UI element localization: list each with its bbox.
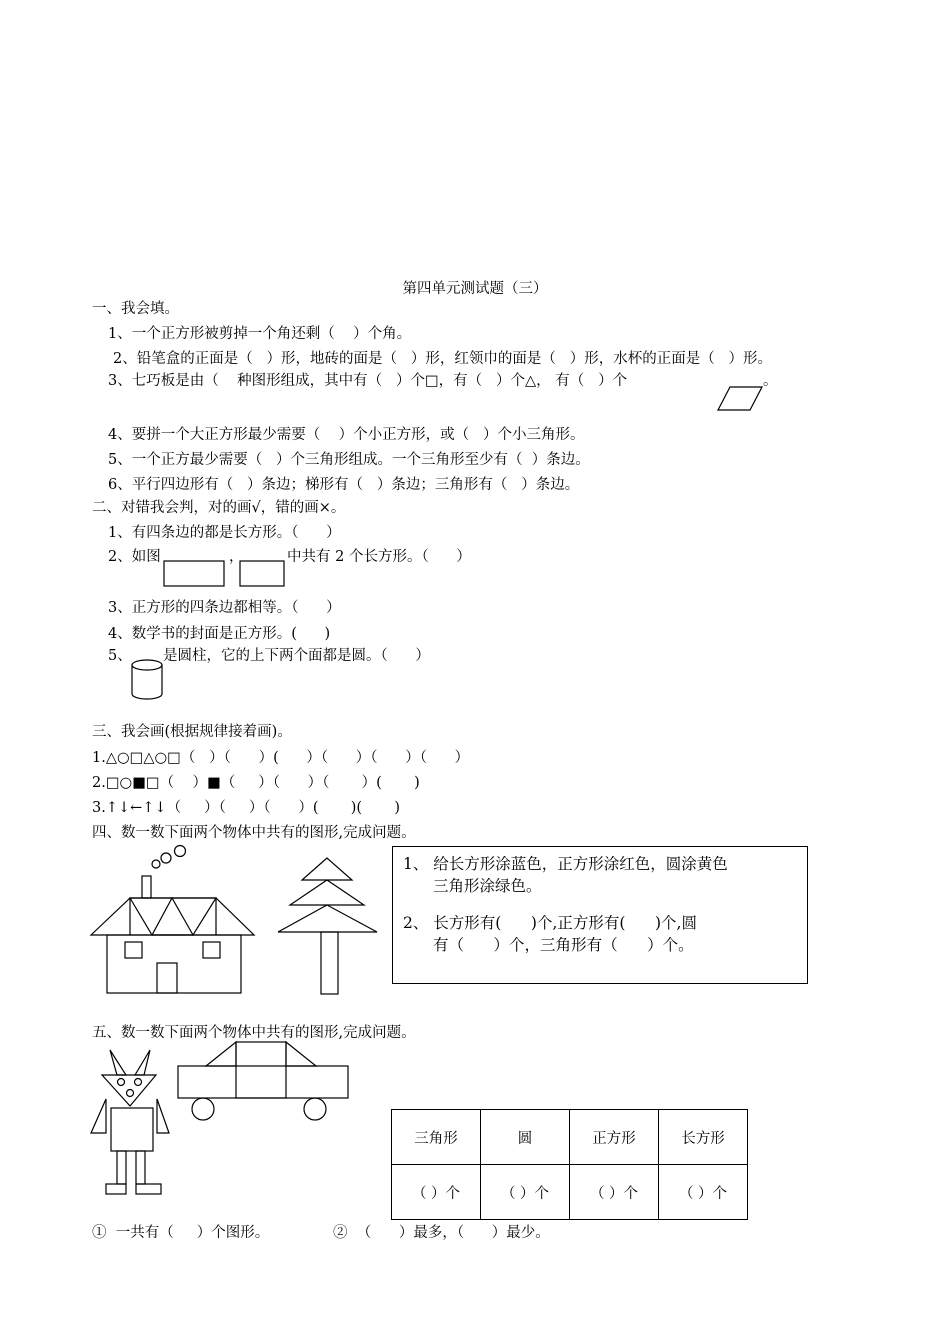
section4-heading: 四、数一数下面两个物体中共有的图形,完成问题。 (92, 825, 416, 841)
count-circle: （ ）个 (481, 1165, 570, 1220)
box-item-1b: 三角形涂绿色。 (433, 877, 542, 895)
s2-question-2c: 中共有 2 个长方形。（ ） (287, 549, 471, 565)
section3-heading: 三、我会画(根据规律接着画)。 (92, 724, 292, 740)
pattern-row-2: 2.□○■□（ ）■（ ）（ ）（ ）( ) (92, 775, 420, 791)
parallelogram-figure (716, 386, 764, 412)
s1-question-2: 2、铅笔盒的正面是（ ）形，地砖的面是（ ）形，红领巾的面是（ ）形，水杯的正面是（ ）形。 (113, 351, 773, 367)
footer-question-1: ① 一共有（ ）个图形。 (92, 1225, 270, 1241)
box-item-2b: 有（ ）个，三角形有（ ）个。 (433, 936, 694, 954)
robot-car-figure (86, 1042, 358, 1200)
rectangle-figure-2 (239, 560, 287, 588)
s2-question-1: 1、有四条边的都是长方形。（ ） (108, 525, 341, 541)
box-item-2a: 2、 长方形有( )个,正方形有( )个,圆 (403, 914, 697, 932)
header-circle: 圆 (481, 1110, 570, 1165)
s2-question-2b: ， (229, 549, 244, 565)
s1-question-1: 1、一个正方形被剪掉一个角还剩（ ）个角。 (108, 326, 412, 342)
house-figure (88, 842, 258, 998)
page-title: 第四单元测试题（三） (402, 281, 548, 297)
header-square: 正方形 (570, 1110, 659, 1165)
s2-question-2a: 2、如图 (108, 549, 161, 565)
s2-question-5b: 是圆柱，它的上下两个面都是圆。（ ） (163, 648, 430, 664)
instruction-box (392, 846, 808, 984)
s1-question-5: 5、一个正方最少需要（ ）个三角形组成。一个三角形至少有（ ）条边。 (108, 452, 590, 468)
box-item-1a: 1、 给长方形涂蓝色，正方形涂红色，圆涂黄色 (403, 855, 728, 873)
s2-question-5a: 5、 (108, 648, 132, 664)
count-triangle: （ ）个 (392, 1165, 481, 1220)
s1-question-3-end: 。 (763, 373, 778, 389)
count-rectangle: （ ）个 (659, 1165, 748, 1220)
section5-heading: 五、数一数下面两个物体中共有的图形,完成问题。 (92, 1025, 416, 1041)
section1-heading: 一、我会填。 (92, 301, 179, 317)
tree-figure (276, 856, 380, 998)
header-triangle: 三角形 (392, 1110, 481, 1165)
cylinder-figure (130, 658, 166, 702)
rectangle-figure-1 (163, 560, 227, 588)
count-square: （ ）个 (570, 1165, 659, 1220)
footer-question-2: ② （ ）最多，（ ）最少。 (333, 1225, 550, 1241)
count-table (391, 1109, 748, 1220)
s2-question-3: 3、正方形的四条边都相等。（ ） (108, 600, 341, 616)
header-rectangle: 长方形 (659, 1110, 748, 1165)
pattern-row-1: 1.△○□△○□（ ）（ ）( ）（ ）（ ）（ ） (92, 750, 470, 766)
s1-question-4: 4、要拼一个大正方形最少需要（ ）个小正方形，或（ ）个小三角形。 (108, 427, 585, 443)
s2-question-4: 4、数学书的封面是正方形。( ) (108, 626, 331, 642)
s1-question-3: 3、七巧板是由（ 种图形组成，其中有（ ）个□，有（ ）个△， 有（ ）个 (108, 373, 628, 389)
s1-question-6: 6、平行四边形有（ ）条边；梯形有（ ）条边；三角形有（ ）条边。 (108, 477, 580, 493)
pattern-row-3: 3.↑↓←↑↓（ ）（ ）（ ）( )( ) (92, 800, 400, 816)
section2-heading: 二、对错我会判，对的画√，错的画×。 (92, 500, 346, 516)
